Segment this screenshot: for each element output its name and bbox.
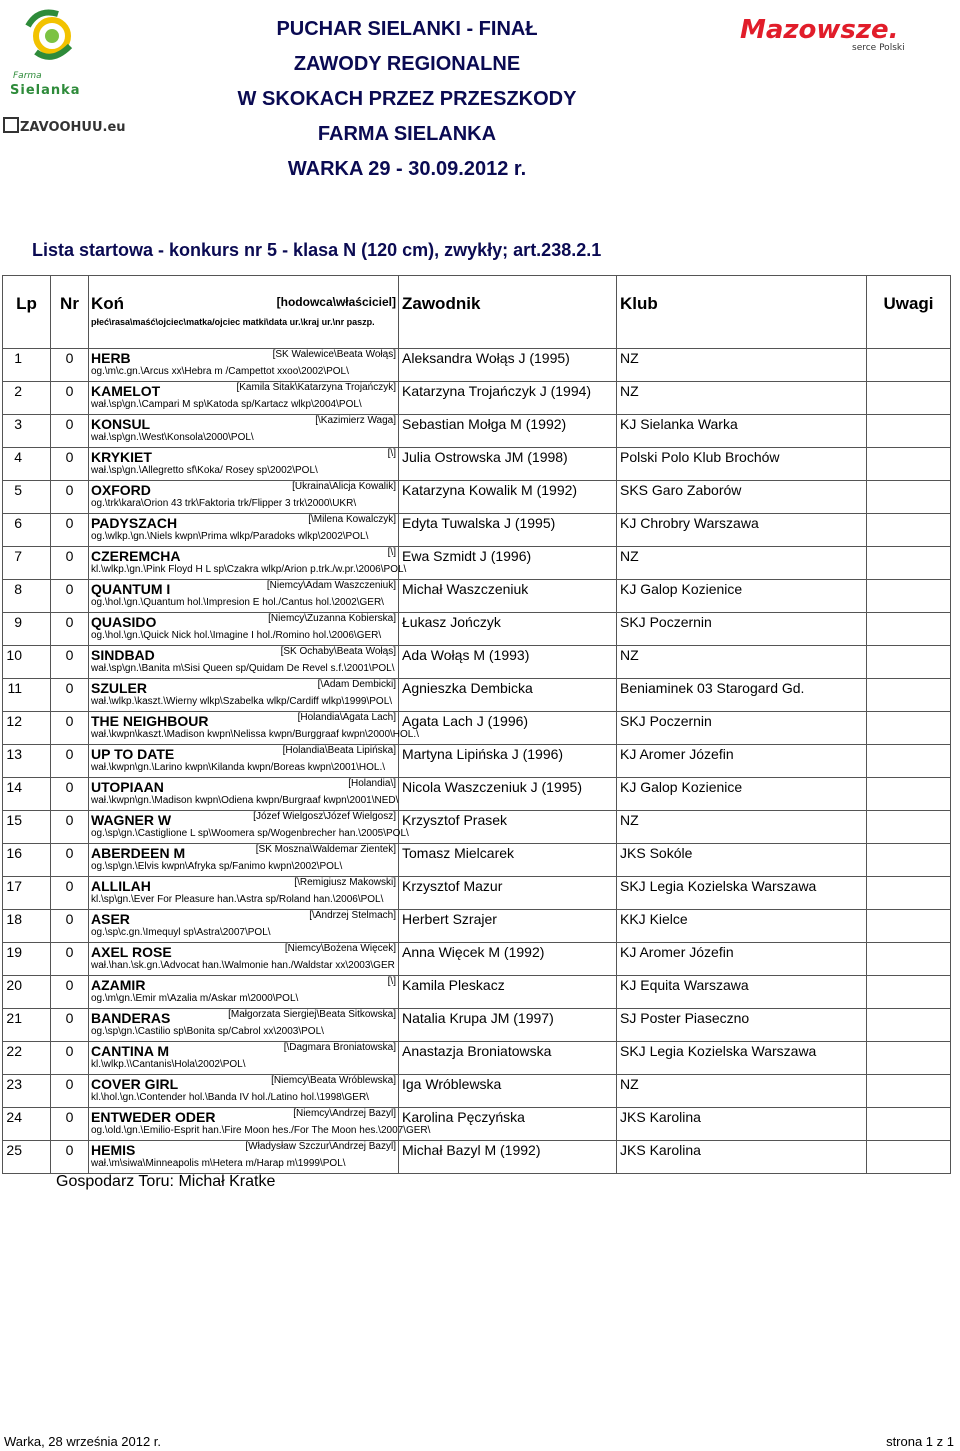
cell-horse — [89, 613, 399, 646]
horse-pedigree: wał.\kwpn\gn.\Madison kwpn\Odiena kwpn/Burgraaf kwpn\2001\NED\ — [91, 795, 399, 806]
table-row — [3, 943, 951, 976]
cell-horse — [89, 514, 399, 547]
cell-lp: 20 — [3, 976, 51, 1009]
horse-pedigree: og.\sp\c.gn.\Imequyl sp\Astra\2007\POL\ — [91, 927, 271, 938]
cell-nr: 0 — [51, 1075, 89, 1108]
cell-nr: 0 — [51, 844, 89, 877]
horse-pedigree: wał.\kwpn\kaszt.\Madison kwpn\Nelissa kwpn/Burggraaf kwpn\2000\HOL.\ — [91, 729, 419, 740]
cell-notes — [867, 1009, 951, 1042]
horse-pedigree: og.\m\c.gn.\Arcus xx\Hebra m /Campettot xxoo\2002\POL\ — [91, 366, 349, 377]
cell-rider: Herbert Szrajer — [399, 910, 617, 943]
horse-owner: [Holandia\Agata Lach] — [297, 712, 396, 723]
horse-pedigree: wał.\sp\gn.\West\Konsola\2000\POL\ — [91, 432, 254, 443]
svg-text:Sielanka: Sielanka — [10, 83, 81, 98]
horse-pedigree: wał.\sp\gn.\Allegretto sf\Koka/ Rosey sp\2002\POL\ — [91, 465, 318, 476]
cell-notes — [867, 580, 951, 613]
cell-horse — [89, 1141, 399, 1174]
horse-owner: [\Remigiusz Makowski] — [294, 877, 396, 888]
horse-owner: [\Kazimierz Waga] — [315, 415, 396, 426]
cell-notes — [867, 382, 951, 415]
cell-nr: 0 — [51, 349, 89, 382]
cell-rider: Katarzyna Trojańczyk J (1994) — [399, 382, 617, 415]
cell-lp: 18 — [3, 910, 51, 943]
column-header-horse-details: płeć\rasa\maść\ojciec\matka/ojciec matki\data ur.\kraj ur.\nr paszp. — [91, 317, 375, 327]
cell-nr: 0 — [51, 910, 89, 943]
cell-horse — [89, 1042, 399, 1075]
cell-nr: 0 — [51, 1042, 89, 1075]
column-header-kon — [89, 276, 399, 349]
horse-owner: [\Dagmara Broniatowska] — [283, 1042, 396, 1053]
column-header-lp: Lp — [3, 276, 51, 349]
cell-rider: Kamila Pleskacz — [399, 976, 617, 1009]
cell-notes — [867, 1075, 951, 1108]
table-row — [3, 481, 951, 514]
cell-horse — [89, 481, 399, 514]
cell-lp: 5 — [3, 481, 51, 514]
cell-rider: Natalia Krupa JM (1997) — [399, 1009, 617, 1042]
cell-club: NZ — [617, 811, 867, 844]
cell-horse — [89, 415, 399, 448]
horse-name: KONSUL — [91, 416, 151, 432]
cell-notes — [867, 1042, 951, 1075]
cell-club: Polski Polo Klub Brochów — [617, 448, 867, 481]
table-row — [3, 877, 951, 910]
horse-pedigree: wał.\han.\sk.gn.\Advocat han.\Walmonie han./Waldstar xx\2003\GER — [91, 960, 395, 971]
cell-notes — [867, 646, 951, 679]
horse-pedigree: og.\hol.\gn.\Quick Nick hol.\Imagine I hol./Romino hol.\2006\GER\ — [91, 630, 382, 641]
table-row — [3, 349, 951, 382]
cell-notes — [867, 514, 951, 547]
table-row — [3, 1141, 951, 1174]
table-row — [3, 811, 951, 844]
cell-rider: Agata Lach J (1996) — [399, 712, 617, 745]
cell-lp: 16 — [3, 844, 51, 877]
horse-name: AZAMIR — [91, 977, 146, 993]
cell-club: NZ — [617, 1075, 867, 1108]
cell-club: KJ Galop Kozienice — [617, 580, 867, 613]
cell-rider: Katarzyna Kowalik M (1992) — [399, 481, 617, 514]
horse-owner: [Niemcy\Zuzanna Kobierska] — [268, 613, 396, 624]
cell-lp: 24 — [3, 1108, 51, 1141]
start-list-table — [2, 275, 951, 1174]
cell-rider: Sebastian Mołga M (1992) — [399, 415, 617, 448]
table-row — [3, 745, 951, 778]
horse-owner: [Władysław Szczur\Andrzej Bazyl] — [245, 1141, 396, 1152]
column-header-zawodnik: Zawodnik — [399, 276, 617, 349]
cell-notes — [867, 1141, 951, 1174]
cell-nr: 0 — [51, 613, 89, 646]
farma-sielanka-logo — [8, 6, 90, 98]
horse-name: KAMELOT — [91, 383, 161, 399]
cell-lp: 6 — [3, 514, 51, 547]
cell-notes — [867, 679, 951, 712]
table-row — [3, 613, 951, 646]
cell-notes — [867, 976, 951, 1009]
horse-name: WAGNER W — [91, 812, 172, 828]
title-line: FARMA SIELANKA — [317, 123, 497, 145]
cell-horse — [89, 976, 399, 1009]
horse-owner: [\] — [387, 547, 396, 558]
horse-pedigree: kl.\wlkp.\gn.\Pink Floyd H L sp\Czakra wlkp/Arion p.trk./w.pr.\2006\POL\ — [91, 564, 407, 575]
cell-rider: Nicola Waszczeniuk J (1995) — [399, 778, 617, 811]
cell-nr: 0 — [51, 943, 89, 976]
cell-rider: Ewa Szmidt J (1996) — [399, 547, 617, 580]
horse-name: BANDERAS — [91, 1010, 171, 1026]
footer-date: Warka, 28 września 2012 r. — [4, 1434, 162, 1449]
cell-rider: Michał Bazyl M (1992) — [399, 1141, 617, 1174]
horse-name: THE NEIGHBOUR — [91, 713, 209, 729]
horse-name: UTOPIAAN — [91, 779, 164, 795]
horse-pedigree: kl.\wlkp.\\Cantanis\Hola\2002\POL\ — [91, 1059, 246, 1070]
cell-nr: 0 — [51, 646, 89, 679]
cell-horse — [89, 745, 399, 778]
horse-owner: [Niemcy\Adam Waszczeniuk] — [266, 580, 396, 591]
cell-rider: Michał Waszczeniuk — [399, 580, 617, 613]
horse-name: SINDBAD — [91, 647, 155, 663]
cell-notes — [867, 349, 951, 382]
svg-text:ZAVOOHUU.eu: ZAVOOHUU.eu — [20, 120, 126, 135]
cell-rider: Iga Wróblewska — [399, 1075, 617, 1108]
cell-nr: 0 — [51, 415, 89, 448]
horse-owner: [\] — [387, 976, 396, 987]
cell-notes — [867, 415, 951, 448]
cell-notes — [867, 481, 951, 514]
cell-rider: Julia Ostrowska JM (1998) — [399, 448, 617, 481]
horse-name: QUASIDO — [91, 614, 157, 630]
column-header-kon-label: Koń — [91, 294, 125, 313]
cell-club: KJ Aromer Józefin — [617, 745, 867, 778]
cell-horse — [89, 910, 399, 943]
cell-club: KJ Chrobry Warszawa — [617, 514, 867, 547]
cell-rider: Ada Wołąs M (1993) — [399, 646, 617, 679]
course-builder: Gospodarz Toru: Michał Kratke — [56, 1173, 276, 1190]
cell-nr: 0 — [51, 448, 89, 481]
horse-pedigree: og.\m\gn.\Emir m\Azalia m/Askar m\2000\POL\ — [91, 993, 299, 1004]
cell-club: JKS Sokóle — [617, 844, 867, 877]
table-row — [3, 976, 951, 1009]
column-header-uwagi: Uwagi — [867, 276, 951, 349]
mazowsze-logo — [738, 14, 910, 54]
table-row — [3, 679, 951, 712]
horse-owner: [SK Moszna\Waldemar Zientek] — [255, 844, 396, 855]
cell-rider: Edyta Tuwalska J (1995) — [399, 514, 617, 547]
horse-owner: [\Milena Kowalczyk] — [308, 514, 396, 525]
horse-name: HERB — [91, 350, 131, 366]
horse-name: SZULER — [91, 680, 147, 696]
table-row — [3, 382, 951, 415]
cell-notes — [867, 745, 951, 778]
cell-club: KJ Sielanka Warka — [617, 415, 867, 448]
zavoohuu-logo — [4, 116, 126, 138]
cell-club: NZ — [617, 646, 867, 679]
table-row — [3, 415, 951, 448]
cell-nr: 0 — [51, 514, 89, 547]
start-list-title: Lista startowa - konkurs nr 5 - klasa N (120 cm), zwykły; art.238.2.1 — [32, 240, 602, 260]
cell-horse — [89, 382, 399, 415]
svg-text:Mazowsze.: Mazowsze. — [740, 15, 899, 45]
horse-owner: [\] — [387, 448, 396, 459]
cell-lp: 15 — [3, 811, 51, 844]
table-row — [3, 844, 951, 877]
cell-rider: Agnieszka Dembicka — [399, 679, 617, 712]
cell-horse — [89, 877, 399, 910]
cell-lp: 3 — [3, 415, 51, 448]
cell-notes — [867, 613, 951, 646]
horse-pedigree: kl.\hol.\gn.\Contender hol.\Banda IV hol./Latino hol.\1998\GER\ — [91, 1092, 369, 1103]
cell-club: SJ Poster Piaseczno — [617, 1009, 867, 1042]
table-row — [3, 646, 951, 679]
cell-lp: 7 — [3, 547, 51, 580]
cell-club: Beniaminek 03 Starogard Gd. — [617, 679, 867, 712]
horse-pedigree: og.\trk\kara\Orion 43 trk\Faktoria trk/Flipper 3 trk\2000\UKR\ — [91, 498, 357, 509]
cell-horse — [89, 349, 399, 382]
cell-lp: 12 — [3, 712, 51, 745]
cell-nr: 0 — [51, 580, 89, 613]
cell-nr: 0 — [51, 1141, 89, 1174]
horse-name: ASER — [91, 911, 130, 927]
column-header-nr: Nr — [51, 276, 89, 349]
horse-owner: [Ukraina\Alicja Kowalik] — [292, 481, 396, 492]
cell-rider: Martyna Lipińska J (1996) — [399, 745, 617, 778]
horse-name: ABERDEEN M — [91, 845, 186, 861]
table-row — [3, 778, 951, 811]
cell-rider: Łukasz Jończyk — [399, 613, 617, 646]
cell-rider: Krzysztof Mazur — [399, 877, 617, 910]
table-row — [3, 580, 951, 613]
horse-owner: [Holandia\] — [348, 778, 396, 789]
cell-nr: 0 — [51, 382, 89, 415]
table-row — [3, 910, 951, 943]
horse-name: ALLILAH — [91, 878, 151, 894]
column-header-owner: [hodowca\właściciel] — [276, 295, 396, 309]
cell-club: JKS Karolina — [617, 1108, 867, 1141]
horse-owner: [SK Walewice\Beata Wołąs] — [272, 349, 396, 360]
cell-notes — [867, 712, 951, 745]
cell-lp: 23 — [3, 1075, 51, 1108]
cell-nr: 0 — [51, 547, 89, 580]
cell-notes — [867, 811, 951, 844]
cell-notes — [867, 943, 951, 976]
svg-text:Farma: Farma — [13, 71, 42, 81]
horse-pedigree: og.\old.\gn.\Emilio-Esprit han.\Fire Moon hes./For The Moon hes.\2007\GER\ — [91, 1125, 431, 1136]
cell-club: NZ — [617, 547, 867, 580]
horse-owner: [Małgorzata Siergiej\Beata Sitkowska] — [228, 1009, 396, 1020]
cell-rider: Aleksandra Wołąs J (1995) — [399, 349, 617, 382]
cell-horse — [89, 1009, 399, 1042]
cell-horse — [89, 448, 399, 481]
cell-lp: 17 — [3, 877, 51, 910]
column-header-klub: Klub — [617, 276, 867, 349]
table-row — [3, 1009, 951, 1042]
cell-nr: 0 — [51, 877, 89, 910]
cell-horse — [89, 1075, 399, 1108]
title-line: ZAWODY REGIONALNE — [293, 53, 521, 75]
horse-name: PADYSZACH — [91, 515, 178, 531]
cell-notes — [867, 1108, 951, 1141]
horse-owner: [Holandia\Beata Lipińska] — [282, 745, 396, 756]
cell-horse — [89, 811, 409, 844]
cell-lp: 10 — [3, 646, 51, 679]
table-row — [3, 547, 951, 580]
cell-lp: 9 — [3, 613, 51, 646]
cell-lp: 25 — [3, 1141, 51, 1174]
cell-nr: 0 — [51, 976, 89, 1009]
horse-name: AXEL ROSE — [91, 944, 172, 960]
horse-owner: [Niemcy\Andrzej Bazyl] — [293, 1108, 396, 1119]
cell-horse — [89, 646, 399, 679]
event-title — [200, 14, 614, 189]
horse-pedigree: wał.\sp\gn.\Banita m\Sisi Queen sp/Quidam De Revel s.f.\2001\POL\ — [91, 663, 395, 674]
cell-horse — [89, 547, 407, 580]
cell-rider: Anna Więcek M (1992) — [399, 943, 617, 976]
horse-owner: [Kamila Sitak\Katarzyna Trojańczyk] — [236, 382, 396, 393]
cell-lp: 1 — [3, 349, 51, 382]
cell-nr: 0 — [51, 778, 89, 811]
horse-pedigree: og.\sp\gn.\Castiglione L sp\Woomera sp/Wogenbrecher han.\2005\POL\ — [91, 828, 409, 839]
horse-name: ENTWEDER ODER — [91, 1109, 216, 1125]
cell-rider: Karolina Pęczyńska — [399, 1108, 617, 1141]
horse-name: CZEREMCHA — [91, 548, 181, 564]
horse-pedigree: wał.\sp\gn.\Campari M sp\Katoda sp/Kartacz wlkp\2004\POL\ — [91, 399, 362, 410]
cell-club: NZ — [617, 382, 867, 415]
cell-club: KJ Aromer Józefin — [617, 943, 867, 976]
cell-horse — [89, 1108, 431, 1141]
cell-horse — [89, 679, 399, 712]
cell-nr: 0 — [51, 679, 89, 712]
cell-nr: 0 — [51, 745, 89, 778]
cell-notes — [867, 844, 951, 877]
cell-lp: 22 — [3, 1042, 51, 1075]
cell-nr: 0 — [51, 712, 89, 745]
svg-text:serce Polski: serce Polski — [852, 43, 905, 53]
cell-notes — [867, 877, 951, 910]
cell-horse — [89, 844, 399, 877]
cell-lp: 14 — [3, 778, 51, 811]
horse-pedigree: og.\wlkp.\gn.\Niels kwpn\Prima wlkp/Paradoks wlkp\2002\POL\ — [91, 531, 369, 542]
horse-name: HEMIS — [91, 1142, 136, 1158]
horse-owner: [\Andrzej Stelmach] — [309, 910, 396, 921]
horse-owner: [Niemcy\Bożena Więcek] — [284, 943, 396, 954]
table-row — [3, 514, 951, 547]
table-row — [3, 448, 951, 481]
horse-pedigree: wał.\m\siwa\Minneapolis m\Hetera m/Harap m\1999\POL\ — [91, 1158, 346, 1169]
cell-horse — [89, 943, 399, 976]
table-header-row — [3, 276, 951, 349]
cell-horse — [89, 580, 399, 613]
cell-club: KJ Equita Warszawa — [617, 976, 867, 1009]
cell-lp: 4 — [3, 448, 51, 481]
horse-name: QUANTUM I — [91, 581, 171, 597]
cell-nr: 0 — [51, 811, 89, 844]
title-line: W SKOKACH PRZEZ PRZESZKODY — [237, 88, 577, 110]
cell-lp: 11 — [3, 679, 51, 712]
cell-club: NZ — [617, 349, 867, 382]
title-line: PUCHAR SIELANKI - FINAŁ — [276, 18, 538, 40]
cell-lp: 2 — [3, 382, 51, 415]
cell-horse — [89, 712, 419, 745]
horse-owner: [\Adam Dembicki] — [317, 679, 396, 690]
horse-name: UP TO DATE — [91, 746, 175, 762]
footer-page: strona 1 z 1 — [886, 1434, 954, 1449]
horse-pedigree: kl.\sp\gn.\Ever For Pleasure han.\Astra sp/Roland han.\2006\POL\ — [91, 894, 384, 905]
horse-name: OXFORD — [91, 482, 151, 498]
cell-notes — [867, 778, 951, 811]
cell-lp: 19 — [3, 943, 51, 976]
table-row — [3, 1042, 951, 1075]
cell-club: KKJ Kielce — [617, 910, 867, 943]
cell-club: SKJ Legia Kozielska Warszawa — [617, 877, 867, 910]
table-row — [3, 1075, 951, 1108]
cell-club: SKS Garo Zaborów — [617, 481, 867, 514]
horse-owner: [SK Ochaby\Beata Wołąs] — [280, 646, 396, 657]
cell-horse — [89, 778, 399, 811]
horse-pedigree: og.\sp\gn.\Elvis kwpn\Afryka sp/Fanimo kwpn\2002\POL\ — [91, 861, 343, 872]
cell-club: SKJ Legia Kozielska Warszawa — [617, 1042, 867, 1075]
horse-owner: [Józef Wielgosz\Józef Wielgosz] — [253, 811, 396, 822]
cell-rider: Anastazja Broniatowska — [399, 1042, 617, 1075]
horse-pedigree: wał.\kwpn\gn.\Larino kwpn\Kilanda kwpn/Boreas kwpn\2001\HOL.\ — [91, 762, 386, 773]
horse-owner: [Niemcy\Beata Wróblewska] — [271, 1075, 396, 1086]
cell-club: SKJ Poczernin — [617, 613, 867, 646]
table-row — [3, 1108, 951, 1141]
horse-name: CANTINA M — [91, 1043, 170, 1059]
cell-nr: 0 — [51, 1009, 89, 1042]
cell-nr: 0 — [51, 1108, 89, 1141]
table-row — [3, 712, 951, 745]
cell-notes — [867, 547, 951, 580]
title-line: WARKA 29 - 30.09.2012 r. — [287, 158, 527, 180]
cell-club: SKJ Poczernin — [617, 712, 867, 745]
horse-pedigree: wał.\wlkp.\kaszt.\Wierny wlkp\Szabelka wlkp/Cardiff wlkp\1999\POL\ — [91, 696, 393, 707]
cell-notes — [867, 910, 951, 943]
cell-club: KJ Galop Kozienice — [617, 778, 867, 811]
cell-club: JKS Karolina — [617, 1141, 867, 1174]
cell-rider: Krzysztof Prasek — [399, 811, 617, 844]
horse-name: COVER GIRL — [91, 1076, 179, 1092]
cell-notes — [867, 448, 951, 481]
cell-rider: Tomasz Mielcarek — [399, 844, 617, 877]
cell-nr: 0 — [51, 481, 89, 514]
horse-pedigree: og.\hol.\gn.\Quantum hol.\Impresion E hol./Cantus hol.\2002\GER\ — [91, 597, 384, 608]
cell-lp: 8 — [3, 580, 51, 613]
horse-pedigree: og.\sp\gn.\Castilio sp\Bonita sp/Cabrol xx\2003\POL\ — [91, 1026, 324, 1037]
horse-name: KRYKIET — [91, 449, 152, 465]
cell-lp: 13 — [3, 745, 51, 778]
cell-lp: 21 — [3, 1009, 51, 1042]
